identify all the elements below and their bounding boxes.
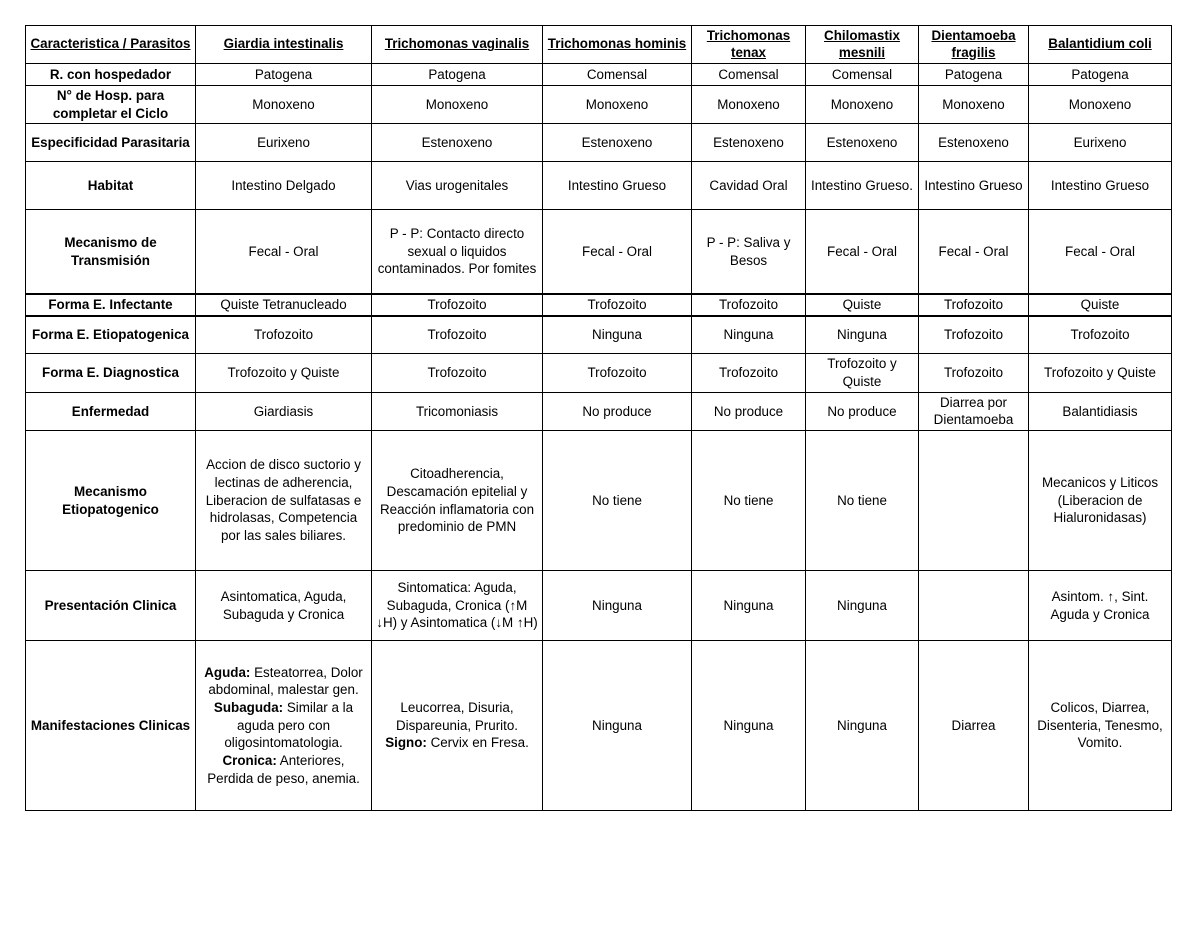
table-cell: Trofozoito: [919, 354, 1029, 392]
row-label: Forma E. Etiopatogenica: [26, 316, 196, 354]
table-cell: No tiene: [543, 431, 692, 571]
row-label: Habitat: [26, 162, 196, 210]
table-cell: Comensal: [692, 64, 806, 86]
table-cell: Ninguna: [692, 641, 806, 811]
table-cell: Intestino Grueso: [1029, 162, 1172, 210]
table-row: [26, 162, 1172, 210]
table-cell: Intestino Grueso: [919, 162, 1029, 210]
table-cell: Estenoxeno: [919, 124, 1029, 162]
table-cell: Quiste Tetranucleado: [196, 294, 372, 316]
table-cell: Trofozoito y Quiste: [1029, 354, 1172, 392]
table-cell: Citoadherencia, Descamación epitelial y Reacción inflamatoria con predominio de PMN: [372, 431, 543, 571]
table-cell: Patogena: [919, 64, 1029, 86]
table-cell: Estenoxeno: [692, 124, 806, 162]
table-cell: Ninguna: [806, 641, 919, 811]
header-dientamoeba: Dientamoeba fragilis: [919, 26, 1029, 64]
row-label: N° de Hosp. para completar el Ciclo: [26, 86, 196, 124]
table-cell: Diarrea por Dientamoeba: [919, 392, 1029, 430]
subaguda-text: Similar a la aguda pero con oligosintomatologia.: [224, 700, 354, 751]
table-cell: P - P: Saliva y Besos: [692, 210, 806, 294]
table-cell: Monoxeno: [543, 86, 692, 124]
table-row-manifestaciones: [26, 641, 1172, 811]
table-cell: Ninguna: [543, 571, 692, 641]
table-cell: Monoxeno: [372, 86, 543, 124]
table-row: [26, 392, 1172, 430]
table-cell: Trofozoito: [692, 354, 806, 392]
header-balantidium: Balantidium coli: [1029, 26, 1172, 64]
table-row: [26, 64, 1172, 86]
table-cell: Monoxeno: [1029, 86, 1172, 124]
table-cell: Fecal - Oral: [919, 210, 1029, 294]
table-cell: [919, 431, 1029, 571]
table-row: [26, 124, 1172, 162]
table-cell: Trofozoito: [919, 294, 1029, 316]
table-cell: Monoxeno: [919, 86, 1029, 124]
table-row: [26, 431, 1172, 571]
table-cell: Estenoxeno: [806, 124, 919, 162]
cronica-label: Cronica:: [222, 753, 277, 769]
table-cell: Accion de disco suctorio y lectinas de adherencia, Liberacion de sulfatasas e hidrolasas, Competencia por las sales biliares.: [196, 431, 372, 571]
vaginalis-text: Leucorrea, Disuria, Dispareunia, Prurito.: [395, 700, 519, 733]
table-cell: Intestino Grueso.: [806, 162, 919, 210]
table-cell: Trofozoito: [543, 294, 692, 316]
row-label: Mecanismo de Transmisión: [26, 210, 196, 294]
table-row: [26, 316, 1172, 354]
signo-text: Cervix en Fresa.: [426, 735, 529, 751]
header-chilomastix: Chilomastix mesnili: [806, 26, 919, 64]
table-row: [26, 354, 1172, 392]
aguda-label: Aguda:: [204, 664, 251, 680]
row-label: Forma E. Diagnostica: [26, 354, 196, 392]
table-cell: Monoxeno: [806, 86, 919, 124]
table-cell: Ninguna: [692, 316, 806, 354]
row-label: Forma E. Infectante: [26, 294, 196, 316]
table-cell: Eurixeno: [196, 124, 372, 162]
table-cell: Trofozoito: [692, 294, 806, 316]
table-cell: P - P: Contacto directo sexual o liquidos contaminados. Por fomites: [372, 210, 543, 294]
table-cell: Intestino Delgado: [196, 162, 372, 210]
table-cell: Trofozoito y Quiste: [196, 354, 372, 392]
table-cell: No tiene: [806, 431, 919, 571]
table-cell: Eurixeno: [1029, 124, 1172, 162]
table-cell: Fecal - Oral: [196, 210, 372, 294]
table-cell: Patogena: [1029, 64, 1172, 86]
table-row: [26, 294, 1172, 316]
table-cell: No produce: [692, 392, 806, 430]
header-row: [26, 26, 1172, 64]
parasite-comparison-table: [25, 25, 1172, 811]
table-cell: Quiste: [806, 294, 919, 316]
table-cell: Ninguna: [806, 571, 919, 641]
signo-label: Signo:: [385, 735, 427, 751]
aguda-text: Esteatorrea, Dolor abdominal, malestar gen.: [208, 664, 363, 698]
table-cell: No produce: [806, 392, 919, 430]
table-cell: Trofozoito: [196, 316, 372, 354]
table-cell: Quiste: [1029, 294, 1172, 316]
row-label: Presentación Clinica: [26, 571, 196, 641]
table-cell: No tiene: [692, 431, 806, 571]
cronica-text: Anteriores, Perdida de peso, anemia.: [207, 753, 360, 786]
table-cell: No produce: [543, 392, 692, 430]
row-label: Manifestaciones Clinicas: [26, 641, 196, 811]
table-cell: Giardiasis: [196, 392, 372, 430]
table-cell: Trofozoito y Quiste: [806, 354, 919, 392]
table-cell-giardia-manifestaciones: [196, 641, 372, 811]
table-cell: Patogena: [372, 64, 543, 86]
row-label: Mecanismo Etiopatogenico: [26, 431, 196, 571]
subaguda-label: Subaguda:: [213, 700, 284, 716]
table-cell: Comensal: [543, 64, 692, 86]
table-cell: Colicos, Diarrea, Disenteria, Tenesmo, Vomito.: [1029, 641, 1172, 811]
header-t-tenax: Trichomonas tenax: [692, 26, 806, 64]
table-cell: Tricomoniasis: [372, 392, 543, 430]
header-characteristic: Caracteristica / Parasitos: [26, 26, 196, 64]
table-cell: Asintomatica, Aguda, Subaguda y Cronica: [196, 571, 372, 641]
table-cell: Vias urogenitales: [372, 162, 543, 210]
table-cell: Mecanicos y Liticos (Liberacion de Hialuronidasas): [1029, 431, 1172, 571]
row-label: R. con hospedador: [26, 64, 196, 86]
row-label: Enfermedad: [26, 392, 196, 430]
table-row: [26, 86, 1172, 124]
table-cell: Ninguna: [543, 316, 692, 354]
table-cell: Trofozoito: [372, 354, 543, 392]
table-cell: Sintomatica: Aguda, Subaguda, Cronica (↑M ↓H) y Asintomatica (↓M ↑H): [372, 571, 543, 641]
table-cell: Trofozoito: [1029, 316, 1172, 354]
table-cell: Trofozoito: [543, 354, 692, 392]
row-label: Especificidad Parasitaria: [26, 124, 196, 162]
table-row: [26, 571, 1172, 641]
table-cell: Trofozoito: [372, 316, 543, 354]
table-cell: [919, 571, 1029, 641]
table-cell: Ninguna: [543, 641, 692, 811]
table-cell: Fecal - Oral: [543, 210, 692, 294]
table-cell: Estenoxeno: [372, 124, 543, 162]
table-cell: Balantidiasis: [1029, 392, 1172, 430]
table-cell-vaginalis-manifestaciones: [372, 641, 543, 811]
table-cell: Monoxeno: [196, 86, 372, 124]
table-cell: Monoxeno: [692, 86, 806, 124]
table-cell: Patogena: [196, 64, 372, 86]
table-cell: Fecal - Oral: [806, 210, 919, 294]
table-cell: Fecal - Oral: [1029, 210, 1172, 294]
table-cell: Cavidad Oral: [692, 162, 806, 210]
header-t-vaginalis: Trichomonas vaginalis: [372, 26, 543, 64]
table-cell: Intestino Grueso: [543, 162, 692, 210]
table-cell: Ninguna: [806, 316, 919, 354]
table-cell: Trofozoito: [919, 316, 1029, 354]
table-cell: Asintom. ↑, Sint. Aguda y Cronica: [1029, 571, 1172, 641]
table-cell: Comensal: [806, 64, 919, 86]
header-giardia: Giardia intestinalis: [196, 26, 372, 64]
table-cell: Estenoxeno: [543, 124, 692, 162]
header-t-hominis: Trichomonas hominis: [543, 26, 692, 64]
table-row: [26, 210, 1172, 294]
table-cell: Diarrea: [919, 641, 1029, 811]
table-cell: Trofozoito: [372, 294, 543, 316]
table-cell: Ninguna: [692, 571, 806, 641]
